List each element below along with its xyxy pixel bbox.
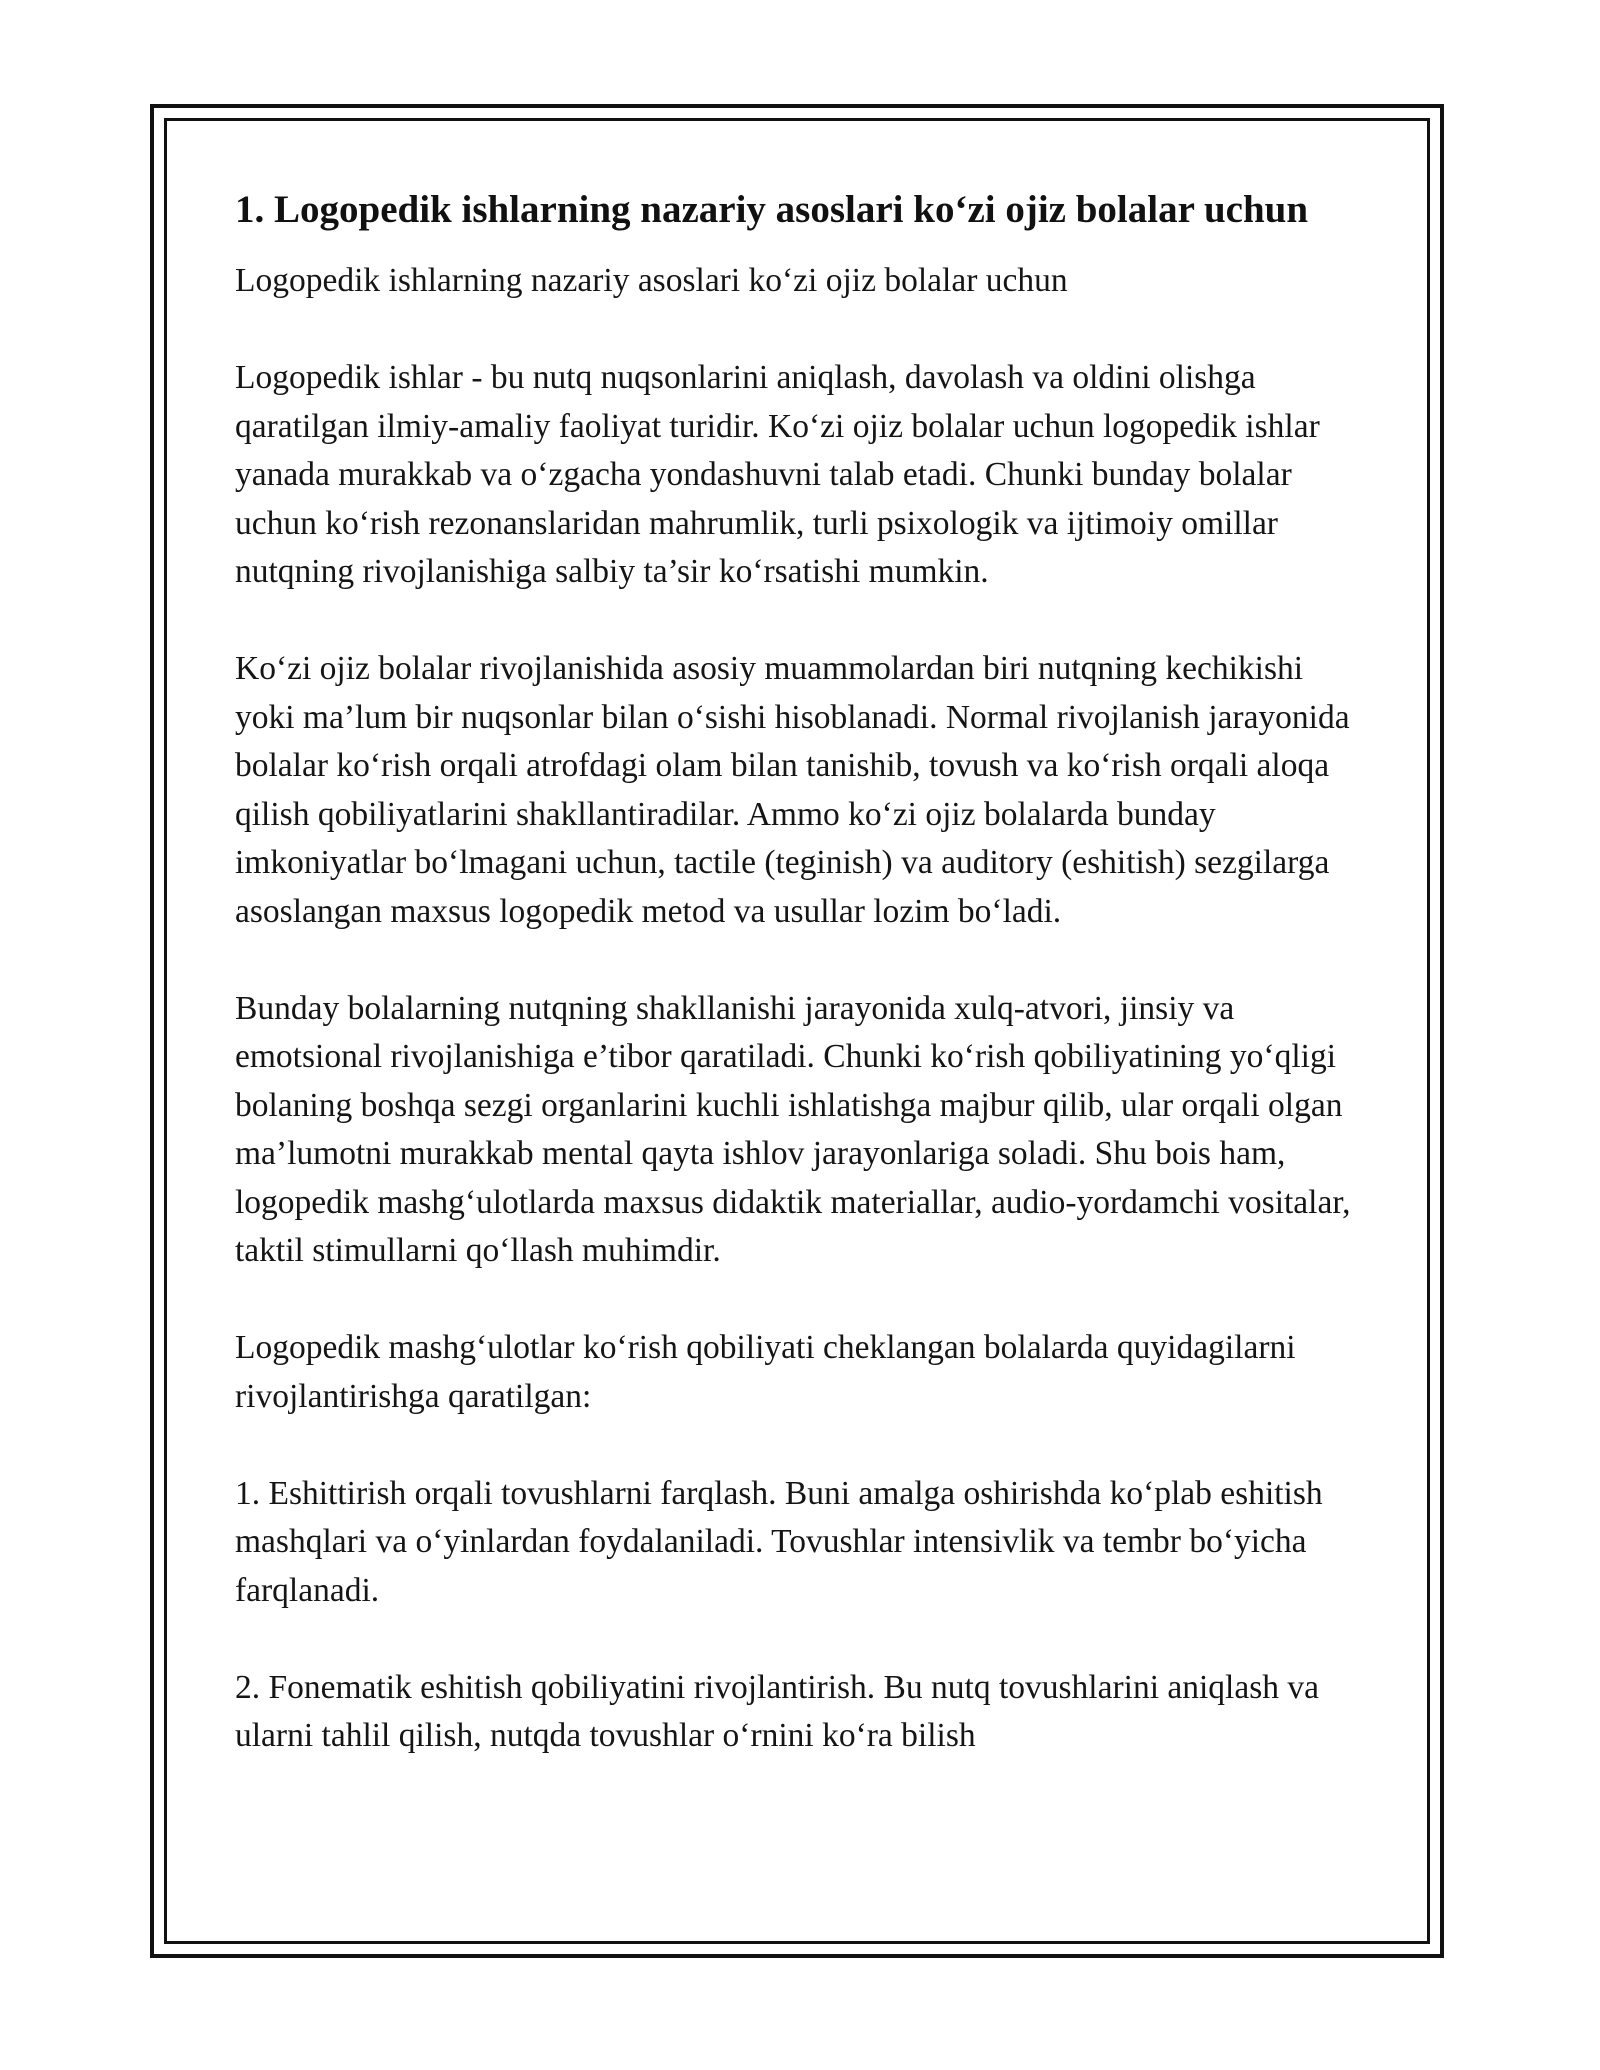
list-item-1: 1. Eshittirish orqali tovushlarni farqlash. Buni amalga oshirishda ko‘plab eshitish mashqlari va o‘yinlardan foydalaniladi. Tovushlar intensivlik va tembr bo‘yicha farqlanadi.	[235, 1474, 1323, 1609]
paragraph-definition: Logopedik ishlar - bu nutq nuqsonlarini aniqlash, davolash va oldini olishga qaratilgan ilmiy-amaliy faoliyat turidir. Ko‘zi ojiz bolalar uchun logopedik ishlar yanada murakkab va o‘zgacha yondashuvni talab etadi. Chunki bunday bolalar uchun ko‘rish rezonanslaridan mahrumlik, turli psixologik va ijtimoiy omillar nutqning rivojlanishiga salbiy ta’sir ko‘rsatishi mumkin.	[235, 359, 1320, 590]
paragraph-attention: Bunday bolalarning nutqning shakllanishi jarayonida xulq-atvori, jinsiy va emotsional rivojlanishiga e’tibor qaratiladi. Chunki ko‘rish qobiliyatining yo‘qligi bolaning boshqa sezgi organlarini kuchli ishlatishga majbur qilib, ular orqali olgan ma’lumotni murakkab mental qayta ishlov jarayonlariga soladi. Shu bois ham, logopedik mashg‘ulotlarda maxsus didaktik materiallar, audio-yordamchi vositalar, taktil stimullarni qo‘llash muhimdir.	[235, 989, 1351, 1269]
paragraph-intro: Logopedik ishlarning nazariy asoslari ko‘zi ojiz bolalar uchun	[235, 262, 1068, 299]
paragraph-goals: Logopedik mashg‘ulotlar ko‘rish qobiliyati cheklangan bolalarda quyidagilarni rivojlantirishga qaratilgan:	[235, 1329, 1296, 1415]
paragraph-development: Ko‘zi ojiz bolalar rivojlanishida asosiy muammolardan biri nutqning kechikishi yoki ma’lum bir nuqsonlar bilan o‘sishi hisoblanadi. Normal rivojlanish jarayonida bolalar ko‘rish orqali atrofdagi olam bilan tanishib, tovush va ko‘rish orqali aloqa qilish qobiliyatlarini shakllantiradilar. Ammo ko‘zi ojiz bolalarda bunday imkoniyatlar bo‘lmagani uchun, tactile (teginish) va auditory (eshitish) sezgilarga asoslangan maxsus logopedik metod va usullar lozim bo‘ladi.	[235, 650, 1350, 930]
list-item-2: 2. Fonematik eshitish qobiliyatini rivojlantirish. Bu nutq tovushlarini aniqlash va ularni tahlil qilish, nutqda tovushlar o‘rnini ko‘ra bilish	[235, 1668, 1320, 1754]
document-body	[235, 183, 1370, 1809]
section-heading: 1. Logopedik ishlarning nazariy asoslari ko‘zi ojiz bolalar uchun	[235, 188, 1309, 231]
